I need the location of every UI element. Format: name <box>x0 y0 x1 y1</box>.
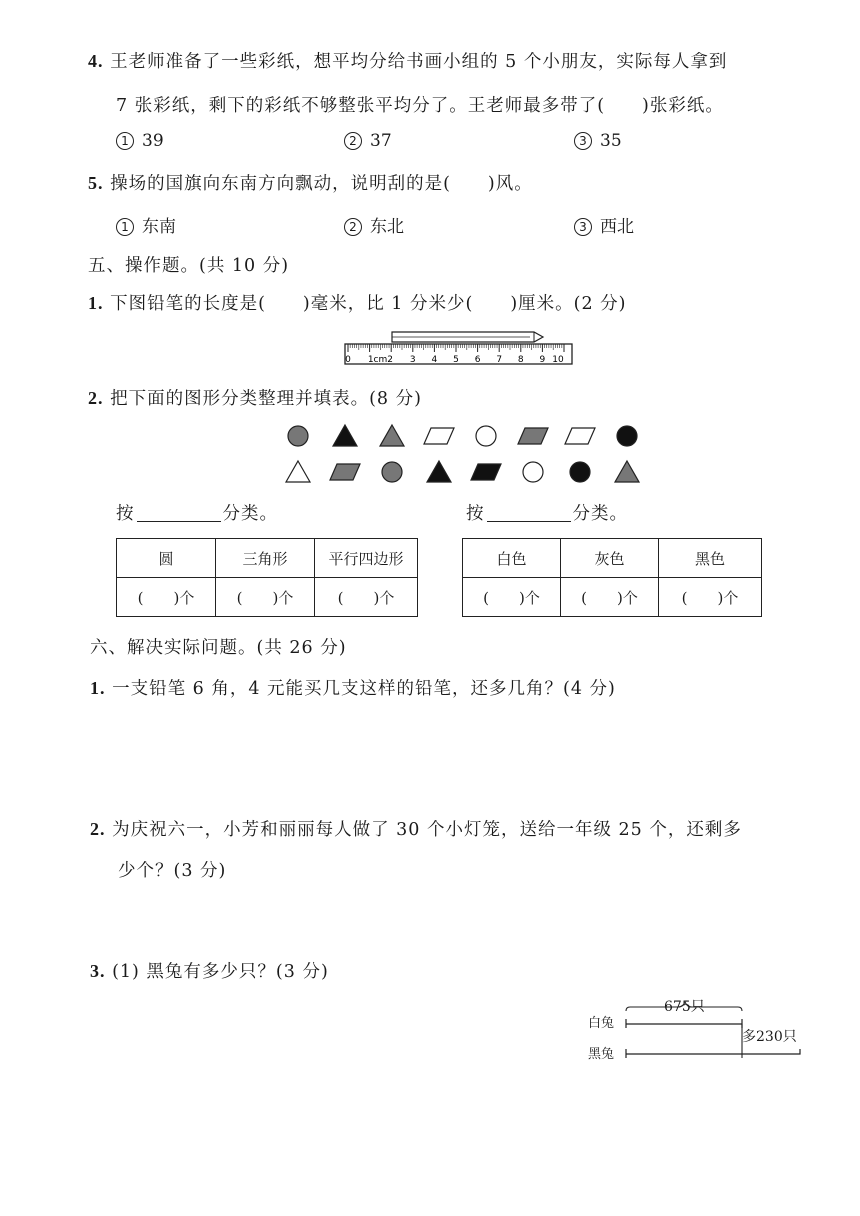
tally-table-color <box>462 538 762 617</box>
gray-triangle-icon <box>615 461 639 482</box>
option-mark-3: 3 <box>574 132 592 150</box>
header-white: 白色 <box>463 539 561 578</box>
classify-criterion-blank-left[interactable] <box>137 503 221 522</box>
diagram-lines <box>588 996 808 1066</box>
gray-triangle-icon <box>380 425 404 446</box>
more-label: 多230只 <box>742 1029 797 1045</box>
white-parallelogram-icon <box>424 428 454 444</box>
pencil-icon <box>392 332 543 342</box>
ruler-label: 7 <box>496 355 503 365</box>
shapes-row-2 <box>286 461 639 482</box>
white-circle-icon <box>476 426 496 446</box>
q4-option-2-text: 37 <box>370 131 392 151</box>
white-parallelogram-icon <box>565 428 595 444</box>
table-row <box>463 578 762 617</box>
ruler-with-pencil <box>344 328 574 368</box>
black-triangle-icon <box>333 425 357 446</box>
ruler-label: 1cm2 <box>367 355 393 365</box>
s6-q3-text: (1) 黑兔有多少只？(3 分) <box>112 962 329 982</box>
classify-criterion-blank-right[interactable] <box>487 503 571 522</box>
s6-q2-text-line2: 少个？(3 分) <box>118 861 227 881</box>
q4-option-1[interactable] <box>116 131 164 151</box>
ruler <box>345 344 572 365</box>
q5-option-3[interactable] <box>574 212 634 237</box>
header-circle: 圆 <box>117 539 216 578</box>
ruler-label: 6 <box>474 355 481 365</box>
option-mark-2: 2 <box>344 218 362 236</box>
shapes-row-1 <box>288 425 637 446</box>
white-count-label: 675只 <box>664 999 705 1015</box>
s5-q1-line <box>88 290 627 315</box>
ruler-label: 4 <box>431 355 438 365</box>
option-mark-2: 2 <box>344 132 362 150</box>
q4-option-1-text: 39 <box>142 131 164 151</box>
q5-option-2-text: 东北 <box>370 217 404 237</box>
by-prefix: 按 <box>466 504 485 524</box>
by-prefix: 按 <box>116 504 135 524</box>
s5-q2-text: 把下面的图形分类整理并填表。(8 分) <box>110 389 422 409</box>
option-mark-1: 1 <box>116 218 134 236</box>
ruler-label: 10 <box>552 355 564 365</box>
tally-table-shape <box>116 538 418 617</box>
q4-line1 <box>88 48 727 73</box>
black-circle-icon <box>570 462 590 482</box>
q5-text: 操场的国旗向东南方向飘动，说明刮的是( )风。 <box>110 174 533 194</box>
s6-q2-line1 <box>90 816 742 841</box>
ruler-label: 8 <box>517 355 524 365</box>
s6-q2-number: 2. <box>90 819 106 839</box>
by-suffix: 分类。 <box>222 504 278 524</box>
q4-option-3-text: 35 <box>600 131 622 151</box>
classify-by-right <box>466 500 628 525</box>
black-circle-icon <box>617 426 637 446</box>
s6-q1-line <box>90 675 616 700</box>
s6-q1-number: 1. <box>90 678 106 698</box>
gray-circle-icon <box>382 462 402 482</box>
q4-option-3[interactable] <box>574 131 622 151</box>
s5-q1-number: 1. <box>88 293 104 313</box>
count-cell[interactable]: ( )个 <box>216 578 315 617</box>
rabbit-line-diagram <box>588 996 808 1066</box>
black-triangle-icon <box>427 461 451 482</box>
table-header-row <box>117 539 418 578</box>
s5-q2-number: 2. <box>88 388 104 408</box>
q4-text-line2: 7 张彩纸，剩下的彩纸不够整张平均分了。王老师最多带了( )张彩纸。 <box>116 96 724 116</box>
count-cell[interactable]: ( )个 <box>463 578 561 617</box>
ruler-label: 5 <box>453 355 459 365</box>
count-cell[interactable]: ( )个 <box>117 578 216 617</box>
white-rabbit-label: 白兔 <box>588 1016 615 1031</box>
s5-q2-line <box>88 385 422 410</box>
header-parallelogram: 平行四边形 <box>315 539 418 578</box>
q5-option-1-text: 东南 <box>142 217 176 237</box>
s5-q1-text: 下图铅笔的长度是( )毫米，比 1 分米少( )厘米。(2 分) <box>110 294 627 314</box>
section5-title: 五、操作题。(共 10 分) <box>88 256 290 276</box>
gray-parallelogram-icon <box>518 428 548 444</box>
q4-text-line1: 王老师准备了一些彩纸，想平均分给书画小组的 5 个小朋友，实际每人拿到 <box>110 52 728 72</box>
white-triangle-icon <box>286 461 310 482</box>
table-row <box>117 578 418 617</box>
ruler-label: 3 <box>409 355 416 365</box>
header-black: 黑色 <box>659 539 762 578</box>
brace-675 <box>626 1002 742 1011</box>
count-cell[interactable]: ( )个 <box>659 578 762 617</box>
q4-option-2[interactable] <box>344 131 392 151</box>
option-mark-3: 3 <box>574 218 592 236</box>
difference-segment <box>742 1049 800 1054</box>
classify-by-left <box>116 500 278 525</box>
section6-title: 六、解决实际问题。(共 26 分) <box>90 638 347 658</box>
s6-q2-text-line1: 为庆祝六一，小芳和丽丽每人做了 30 个小灯笼，送给一年级 25 个，还剩多 <box>112 820 742 840</box>
gray-parallelogram-icon <box>330 464 360 480</box>
count-cell[interactable]: ( )个 <box>561 578 659 617</box>
s6-q3-line <box>90 958 329 983</box>
q5-option-1[interactable] <box>116 212 176 237</box>
black-parallelogram-icon <box>471 464 501 480</box>
s6-q1-text: 一支铅笔 6 角，4 元能买几支这样的铅笔，还多几角？(4 分) <box>112 679 616 699</box>
table-header-row <box>463 539 762 578</box>
s6-q3-number: 3. <box>90 961 106 981</box>
q5-line <box>88 170 533 195</box>
ruler-label: 0 <box>345 355 351 365</box>
q4-number: 4. <box>88 51 104 71</box>
black-rabbit-label: 黑兔 <box>588 1047 615 1062</box>
header-gray: 灰色 <box>561 539 659 578</box>
shape-grid <box>280 420 650 490</box>
option-mark-1: 1 <box>116 132 134 150</box>
by-suffix: 分类。 <box>572 504 628 524</box>
q5-number: 5. <box>88 173 104 193</box>
q5-option-2[interactable] <box>344 212 404 237</box>
count-cell[interactable]: ( )个 <box>315 578 418 617</box>
white-circle-icon <box>523 462 543 482</box>
header-triangle: 三角形 <box>216 539 315 578</box>
gray-circle-icon <box>288 426 308 446</box>
ruler-label: 9 <box>539 355 546 365</box>
q5-option-3-text: 西北 <box>600 217 634 237</box>
